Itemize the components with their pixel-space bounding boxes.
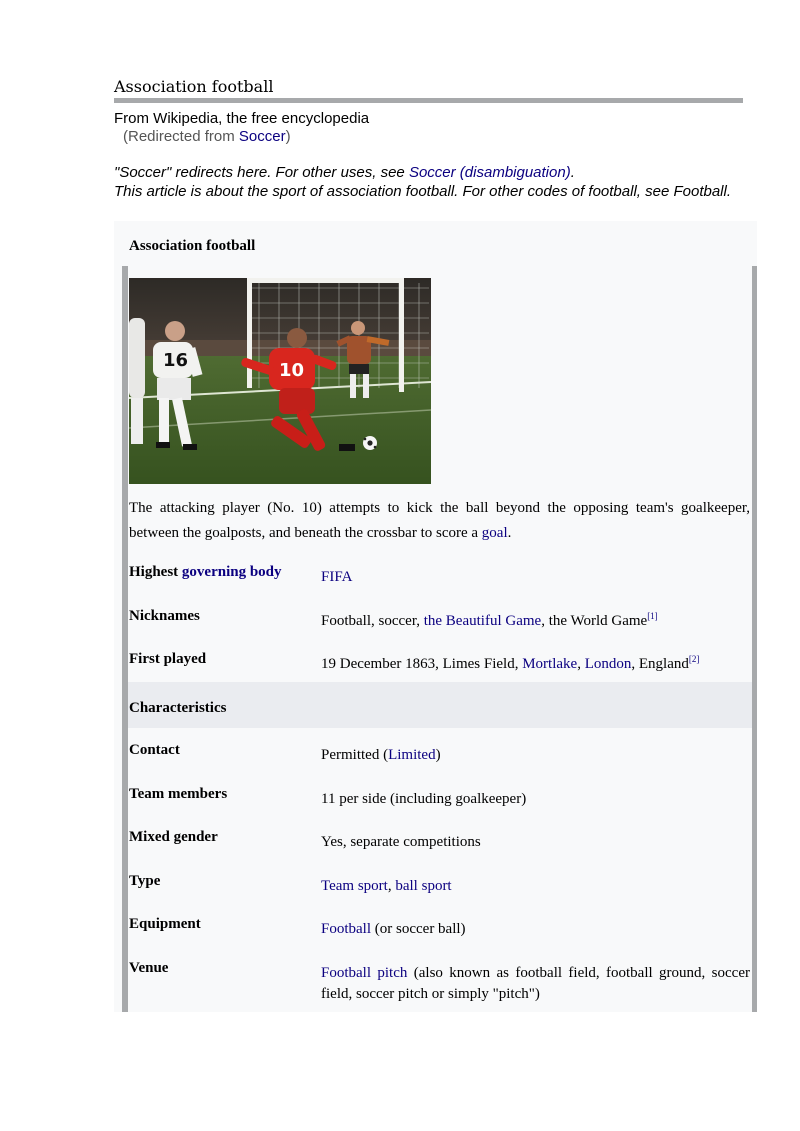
site-subtitle: From Wikipedia, the free encyclopedia: [114, 110, 370, 127]
infobox-title: Association football: [129, 238, 256, 254]
value-governing-body: [321, 567, 750, 588]
link-governing-body[interactable]: governing body: [181, 564, 282, 580]
label-mixed-gender: Mixed gender: [129, 829, 218, 845]
hatnote-text: This article is about the sport of association football. For other codes of football, see: [114, 183, 674, 200]
ball-icon: [363, 436, 377, 450]
value-text: , the World Game: [541, 613, 648, 629]
caption-text: The attacking player (No. 10) attempts to kick the ball beyond the opposing team's goalkeeper, between the goalposts, and beneath the crossbar to score a: [129, 500, 750, 541]
redirect-suffix: ): [285, 128, 291, 145]
title-divider: [114, 98, 743, 103]
link-soccer-disambiguation[interactable]: Soccer (disambiguation): [408, 164, 571, 181]
value-sep: ,: [577, 656, 585, 672]
redirect-link-soccer[interactable]: Soccer: [238, 128, 286, 145]
value-sep: ,: [387, 878, 396, 894]
defender-number: 16: [163, 350, 189, 371]
redirect-prefix: (Redirected from: [123, 128, 239, 145]
link-beautiful-game[interactable]: the Beautiful Game: [423, 613, 542, 629]
value-equipment: [321, 919, 750, 940]
page-title: Association football: [114, 77, 274, 96]
link-mortlake[interactable]: Mortlake: [522, 656, 578, 672]
hatnote-football: [114, 183, 742, 201]
hatnote-text: "Soccer" redirects here. For other uses, see: [114, 164, 409, 181]
hatnote-suffix: .: [570, 164, 575, 181]
value-nicknames: [321, 611, 750, 632]
value-text: 19 December 1863, Limes Field,: [321, 656, 523, 672]
value-contact: [321, 745, 750, 766]
hatnote-football-term: Football: [673, 183, 727, 200]
link-ball-sport[interactable]: ball sport: [395, 878, 452, 894]
link-goal[interactable]: goal: [481, 525, 508, 541]
section-characteristics: [128, 682, 752, 728]
value-first-played: [321, 654, 750, 675]
value-team-members: 11 per side (including goalkeeper): [321, 791, 527, 807]
caption-suffix: .: [507, 525, 512, 541]
value-venue: [321, 963, 750, 1005]
link-football[interactable]: Football: [321, 921, 372, 937]
label-nicknames: Nicknames: [129, 608, 200, 624]
link-london[interactable]: London: [584, 656, 632, 672]
value-text: Football, soccer,: [321, 613, 424, 629]
attacker-number: 10: [279, 360, 305, 381]
infobox-photo[interactable]: [129, 278, 431, 484]
label-prefix: Highest: [129, 564, 182, 580]
label-governing-body: [129, 564, 282, 581]
label-type: Type: [129, 873, 161, 889]
infobox-header: [114, 221, 757, 266]
hatnote-soccer: [114, 164, 575, 181]
hatnote-suffix: .: [726, 183, 732, 200]
ref-1[interactable]: [1]: [647, 611, 658, 621]
label-team-members: Team members: [129, 786, 228, 802]
infobox-right-border: [752, 266, 757, 1012]
label-venue: Venue: [129, 960, 169, 976]
value-type: [321, 876, 750, 897]
infobox-left-border: [122, 266, 128, 1012]
link-fifa[interactable]: FIFA: [321, 569, 353, 585]
link-football-pitch[interactable]: Football pitch: [321, 965, 408, 981]
value-text: ): [435, 747, 441, 763]
value-text: (or soccer ball): [371, 921, 466, 937]
infobox: [114, 221, 757, 1012]
redirect-notice: [123, 128, 291, 145]
link-team-sport[interactable]: Team sport: [321, 878, 388, 894]
ref-2[interactable]: [2]: [688, 654, 700, 664]
label-first-played: First played: [129, 651, 207, 667]
value-text: (also known as football field, football ground, soccer field, soccer pitch or simply "pitch"): [321, 965, 750, 1002]
value-mixed-gender: Yes, separate competitions: [321, 834, 481, 850]
section-title: Characteristics: [129, 700, 227, 716]
football-match-photo: [129, 278, 431, 484]
label-equipment: Equipment: [129, 916, 201, 932]
value-text: Permitted (: [321, 747, 389, 763]
label-contact: Contact: [129, 742, 180, 758]
link-limited[interactable]: Limited: [388, 747, 436, 763]
value-text: , England: [631, 656, 689, 672]
photo-caption: [129, 496, 750, 546]
